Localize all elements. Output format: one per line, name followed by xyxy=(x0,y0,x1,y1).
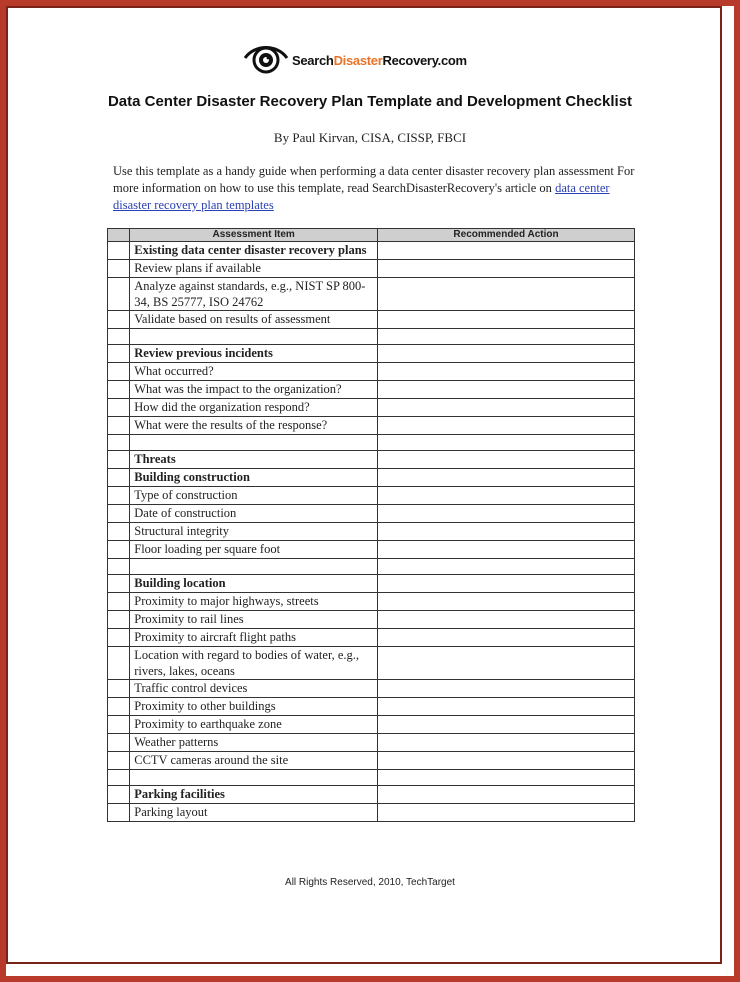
recommended-action-cell[interactable] xyxy=(378,593,635,611)
table-row xyxy=(108,363,635,381)
recommended-action-cell[interactable] xyxy=(378,469,635,487)
recommended-action-cell[interactable] xyxy=(378,523,635,541)
recommended-action-cell[interactable] xyxy=(378,629,635,647)
row-marker-cell xyxy=(108,752,130,770)
row-marker-cell xyxy=(108,381,130,399)
recommended-action-cell[interactable] xyxy=(378,559,635,575)
assessment-item-cell: Structural integrity xyxy=(130,523,378,541)
section-heading-row xyxy=(108,345,635,363)
row-marker-cell xyxy=(108,734,130,752)
assessment-item-cell: Proximity to earthquake zone xyxy=(130,716,378,734)
assessment-item-cell xyxy=(130,770,378,786)
recommended-action-cell[interactable] xyxy=(378,345,635,363)
recommended-action-cell[interactable] xyxy=(378,311,635,329)
blank-row xyxy=(108,559,635,575)
table-row xyxy=(108,417,635,435)
assessment-item-cell: Threats xyxy=(130,451,378,469)
assessment-item-cell xyxy=(130,435,378,451)
row-marker-cell xyxy=(108,575,130,593)
row-marker-cell xyxy=(108,242,130,260)
assessment-item-cell: Floor loading per square foot xyxy=(130,541,378,559)
table-body xyxy=(108,242,635,822)
row-marker-cell xyxy=(108,611,130,629)
recommended-action-cell[interactable] xyxy=(378,734,635,752)
assessment-item-cell: Validate based on results of assessment xyxy=(130,311,378,329)
table-row xyxy=(108,505,635,523)
assessment-item-cell: What occurred? xyxy=(130,363,378,381)
assessment-item-cell: Parking facilities xyxy=(130,786,378,804)
recommended-action-cell[interactable] xyxy=(378,260,635,278)
row-marker-cell xyxy=(108,629,130,647)
intro-paragraph xyxy=(113,163,643,214)
assessment-item-cell: Location with regard to bodies of water, e.g., rivers, lakes, oceans xyxy=(130,647,378,680)
table-row xyxy=(108,523,635,541)
assessment-item-cell: Review previous incidents xyxy=(130,345,378,363)
assessment-item-cell: What were the results of the response? xyxy=(130,417,378,435)
section-heading-row xyxy=(108,451,635,469)
recommended-action-cell[interactable] xyxy=(378,505,635,523)
assessment-item-cell: Building location xyxy=(130,575,378,593)
table-row xyxy=(108,381,635,399)
row-marker-cell xyxy=(108,523,130,541)
row-marker-cell xyxy=(108,487,130,505)
assessment-item-cell: Date of construction xyxy=(130,505,378,523)
row-marker-cell xyxy=(108,559,130,575)
table-row xyxy=(108,698,635,716)
row-marker-cell xyxy=(108,680,130,698)
assessment-item-cell xyxy=(130,329,378,345)
recommended-action-cell[interactable] xyxy=(378,381,635,399)
section-heading-row xyxy=(108,786,635,804)
row-marker-cell xyxy=(108,363,130,381)
table-row xyxy=(108,804,635,822)
assessment-item-cell: Proximity to rail lines xyxy=(130,611,378,629)
row-marker-cell xyxy=(108,698,130,716)
assessment-item-cell: Review plans if available xyxy=(130,260,378,278)
assessment-item-cell: Parking layout xyxy=(130,804,378,822)
table-row xyxy=(108,647,635,680)
recommended-action-cell[interactable] xyxy=(378,417,635,435)
table-row xyxy=(108,260,635,278)
table-row xyxy=(108,399,635,417)
row-marker-cell xyxy=(108,260,130,278)
table-row xyxy=(108,716,635,734)
section-heading-row xyxy=(108,469,635,487)
table-row xyxy=(108,487,635,505)
table-row xyxy=(108,611,635,629)
recommended-action-cell[interactable] xyxy=(378,752,635,770)
row-marker-cell xyxy=(108,311,130,329)
assessment-item-cell: Existing data center disaster recovery plans xyxy=(130,242,378,260)
row-marker-cell xyxy=(108,417,130,435)
recommended-action-cell[interactable] xyxy=(378,786,635,804)
table-row xyxy=(108,311,635,329)
recommended-action-cell[interactable] xyxy=(378,278,635,311)
recommended-action-cell[interactable] xyxy=(378,680,635,698)
assessment-item-cell: Traffic control devices xyxy=(130,680,378,698)
assessment-item-cell xyxy=(130,559,378,575)
row-marker-cell xyxy=(108,786,130,804)
recommended-action-cell[interactable] xyxy=(378,804,635,822)
assessment-table xyxy=(107,228,635,822)
table-row xyxy=(108,593,635,611)
recommended-action-cell[interactable] xyxy=(378,541,635,559)
recommended-action-cell[interactable] xyxy=(378,363,635,381)
recommended-action-cell[interactable] xyxy=(378,611,635,629)
recommended-action-cell[interactable] xyxy=(378,647,635,680)
blank-row xyxy=(108,770,635,786)
assessment-item-cell: Weather patterns xyxy=(130,734,378,752)
row-marker-cell xyxy=(108,435,130,451)
table-row xyxy=(108,541,635,559)
row-marker-cell xyxy=(108,647,130,680)
row-marker-cell xyxy=(108,716,130,734)
recommended-action-cell[interactable] xyxy=(378,242,635,260)
table-row xyxy=(108,680,635,698)
intro-text: Use this template as a handy guide when performing a data center disaster recovery plan assessment For more information on how to use this template, read SearchDisasterRecovery's article on xyxy=(113,164,635,195)
assessment-item-cell: Building construction xyxy=(130,469,378,487)
assessment-item-cell: What was the impact to the organization? xyxy=(130,381,378,399)
table-row xyxy=(108,734,635,752)
author-byline: By Paul Kirvan, CISA, CISSP, FBCI xyxy=(273,130,467,145)
recommended-action-cell[interactable] xyxy=(378,716,635,734)
section-heading-row xyxy=(108,575,635,593)
row-marker-cell xyxy=(108,541,130,559)
document-title: Data Center Disaster Recovery Plan Template and Development Checklist xyxy=(107,93,633,110)
recommended-action-cell[interactable] xyxy=(378,435,635,451)
recommended-action-cell[interactable] xyxy=(378,770,635,786)
header-blank-cell xyxy=(108,229,130,242)
row-marker-cell xyxy=(108,451,130,469)
recommended-action-cell[interactable] xyxy=(378,698,635,716)
recommended-action-cell[interactable] xyxy=(378,487,635,505)
row-marker-cell xyxy=(108,345,130,363)
row-marker-cell xyxy=(108,505,130,523)
copyright-footer: All Rights Reserved, 2010, TechTarget xyxy=(285,877,455,888)
assessment-item-cell: Proximity to aircraft flight paths xyxy=(130,629,378,647)
logo-wordmark: SearchDisasterRecovery.com xyxy=(292,53,467,68)
article-link[interactable]: data center disaster recovery plan templates xyxy=(113,181,610,212)
assessment-item-cell: CCTV cameras around the site xyxy=(130,752,378,770)
assessment-item-cell: Proximity to major highways, streets xyxy=(130,593,378,611)
assessment-item-cell: Type of construction xyxy=(130,487,378,505)
assessment-item-cell: Analyze against standards, e.g., NIST SP 800-34, BS 25777, ISO 24762 xyxy=(130,278,378,311)
recommended-action-cell[interactable] xyxy=(378,575,635,593)
recommended-action-cell[interactable] xyxy=(378,329,635,345)
table-header-row xyxy=(108,229,635,242)
assessment-item-cell: Proximity to other buildings xyxy=(130,698,378,716)
eye-logo-icon xyxy=(243,42,289,76)
row-marker-cell xyxy=(108,770,130,786)
row-marker-cell xyxy=(108,329,130,345)
row-marker-cell xyxy=(108,804,130,822)
row-marker-cell xyxy=(108,593,130,611)
section-heading-row xyxy=(108,242,635,260)
recommended-action-cell[interactable] xyxy=(378,451,635,469)
row-marker-cell xyxy=(108,469,130,487)
table-row xyxy=(108,752,635,770)
blank-row xyxy=(108,435,635,451)
header-recommended-action: Recommended Action xyxy=(378,229,635,242)
site-logo xyxy=(243,42,483,78)
header-assessment-item: Assessment Item xyxy=(130,229,378,242)
table-row xyxy=(108,278,635,311)
blank-row xyxy=(108,329,635,345)
row-marker-cell xyxy=(108,399,130,417)
row-marker-cell xyxy=(108,278,130,311)
assessment-item-cell: How did the organization respond? xyxy=(130,399,378,417)
table-row xyxy=(108,629,635,647)
recommended-action-cell[interactable] xyxy=(378,399,635,417)
